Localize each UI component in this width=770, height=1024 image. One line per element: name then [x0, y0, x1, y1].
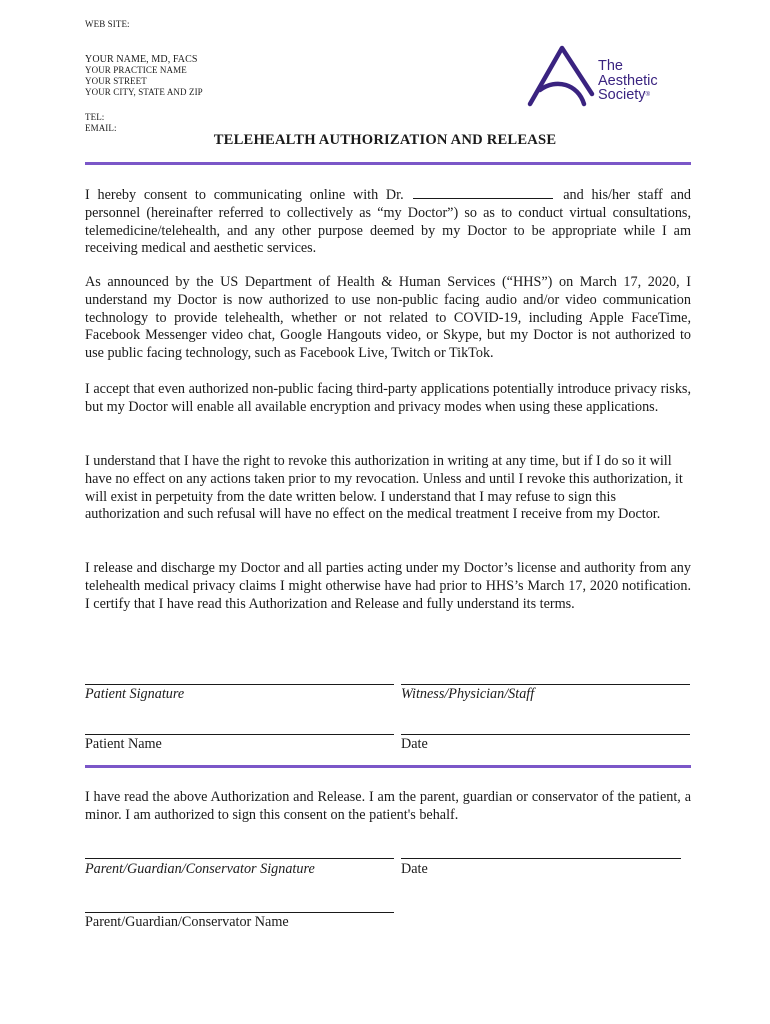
patient-name-label: Patient Name [85, 736, 162, 752]
city-state-zip: YOUR CITY, STATE AND ZIP [85, 87, 203, 97]
aesthetic-society-logo [526, 44, 666, 108]
logo-mark-icon [526, 44, 596, 108]
witness-label: Witness/Physician/Staff [401, 686, 535, 702]
patient-signature-line[interactable] [85, 684, 394, 685]
title-divider [85, 162, 691, 165]
registered-mark: ® [645, 92, 650, 98]
date-line-2[interactable] [401, 858, 681, 859]
revocation-paragraph: I understand that I have the right to revoke this authorization in writing at any time, but if I do so it will have no effect on any actions taken prior to my revocation. Unless and until I revoke this authorization, it will exist in perpetuity from the date written below. I understand that I may refuse to sign this authorization and such refusal will have no effect on the medical treatment I receive from my Doctor. [85, 453, 683, 523]
website-label: WEB SITE: [85, 19, 130, 29]
practice-address-block [85, 54, 203, 98]
consent-text-start: I hereby consent to communicating online with Dr. [85, 187, 404, 203]
guardian-name-label: Parent/Guardian/Conservator Name [85, 914, 289, 930]
hhs-paragraph: As announced by the US Department of Health & Human Services (“HHS”) on March 17, 2020, I understand my Doctor is now authorized to use non-public facing audio and/or video communication technology to provide telehealth, whether or not related to COVID-19, including Apple FaceTime, Facebook Messenger video chat, Google Hangouts video, or Skype, but my Doctor is not authorized to use public facing technology, such as Facebook Live, Twitch or TikTok. [85, 274, 691, 362]
logo-line-1: The [598, 58, 623, 74]
guardian-signature-label: Parent/Guardian/Conservator Signature [85, 861, 315, 877]
logo-wordmark [598, 59, 658, 103]
street-address: YOUR STREET [85, 76, 147, 86]
contact-block [85, 112, 117, 134]
patient-signature-label: Patient Signature [85, 686, 185, 702]
guardian-paragraph: I have read the above Authorization and Release. I am the parent, guardian or conservator of the patient, a minor. I am authorized to sign this consent on the patient's behalf. [85, 789, 691, 823]
guardian-signature-line[interactable] [85, 858, 394, 859]
practice-name: YOUR PRACTICE NAME [85, 65, 187, 75]
consent-paragraph [85, 185, 691, 258]
section-divider [85, 765, 691, 768]
date-label-2: Date [401, 861, 428, 877]
patient-name-line[interactable] [85, 734, 394, 735]
doctor-name: YOUR NAME, MD, FACS [85, 54, 198, 65]
email-label: EMAIL: [85, 123, 117, 133]
tel-label: TEL: [85, 112, 105, 122]
consent-text-end: and his/her staff and personnel (hereinafter referred to collectively as “my Doctor”) so as to conduct virtual consultations, telemedicine/telehealth, and any other purpose deemed by my Doctor to be appropriate while I am receiving medical and aesthetic services. [85, 187, 692, 257]
witness-signature-line[interactable] [401, 684, 690, 685]
document-title: TELEHEALTH AUTHORIZATION AND RELEASE [213, 132, 557, 148]
logo-line-3: Society [598, 87, 646, 103]
doctor-name-field[interactable] [413, 185, 553, 199]
logo-line-2: Aesthetic [598, 72, 658, 89]
date-label-1: Date [401, 736, 428, 752]
guardian-name-line[interactable] [85, 912, 394, 913]
date-line-1[interactable] [401, 734, 690, 735]
privacy-risk-paragraph: I accept that even authorized non-public facing third-party applications potentially introduce privacy risks, but my Doctor will enable all available encryption and privacy modes when using these applications. [85, 381, 691, 415]
release-paragraph: I release and discharge my Doctor and all parties acting under my Doctor’s license and authority from any telehealth medical privacy claims I might otherwise have had prior to HHS’s March 17, 2020 notification. I certify that I have read this Authorization and Release and fully understand its terms. [85, 560, 691, 612]
